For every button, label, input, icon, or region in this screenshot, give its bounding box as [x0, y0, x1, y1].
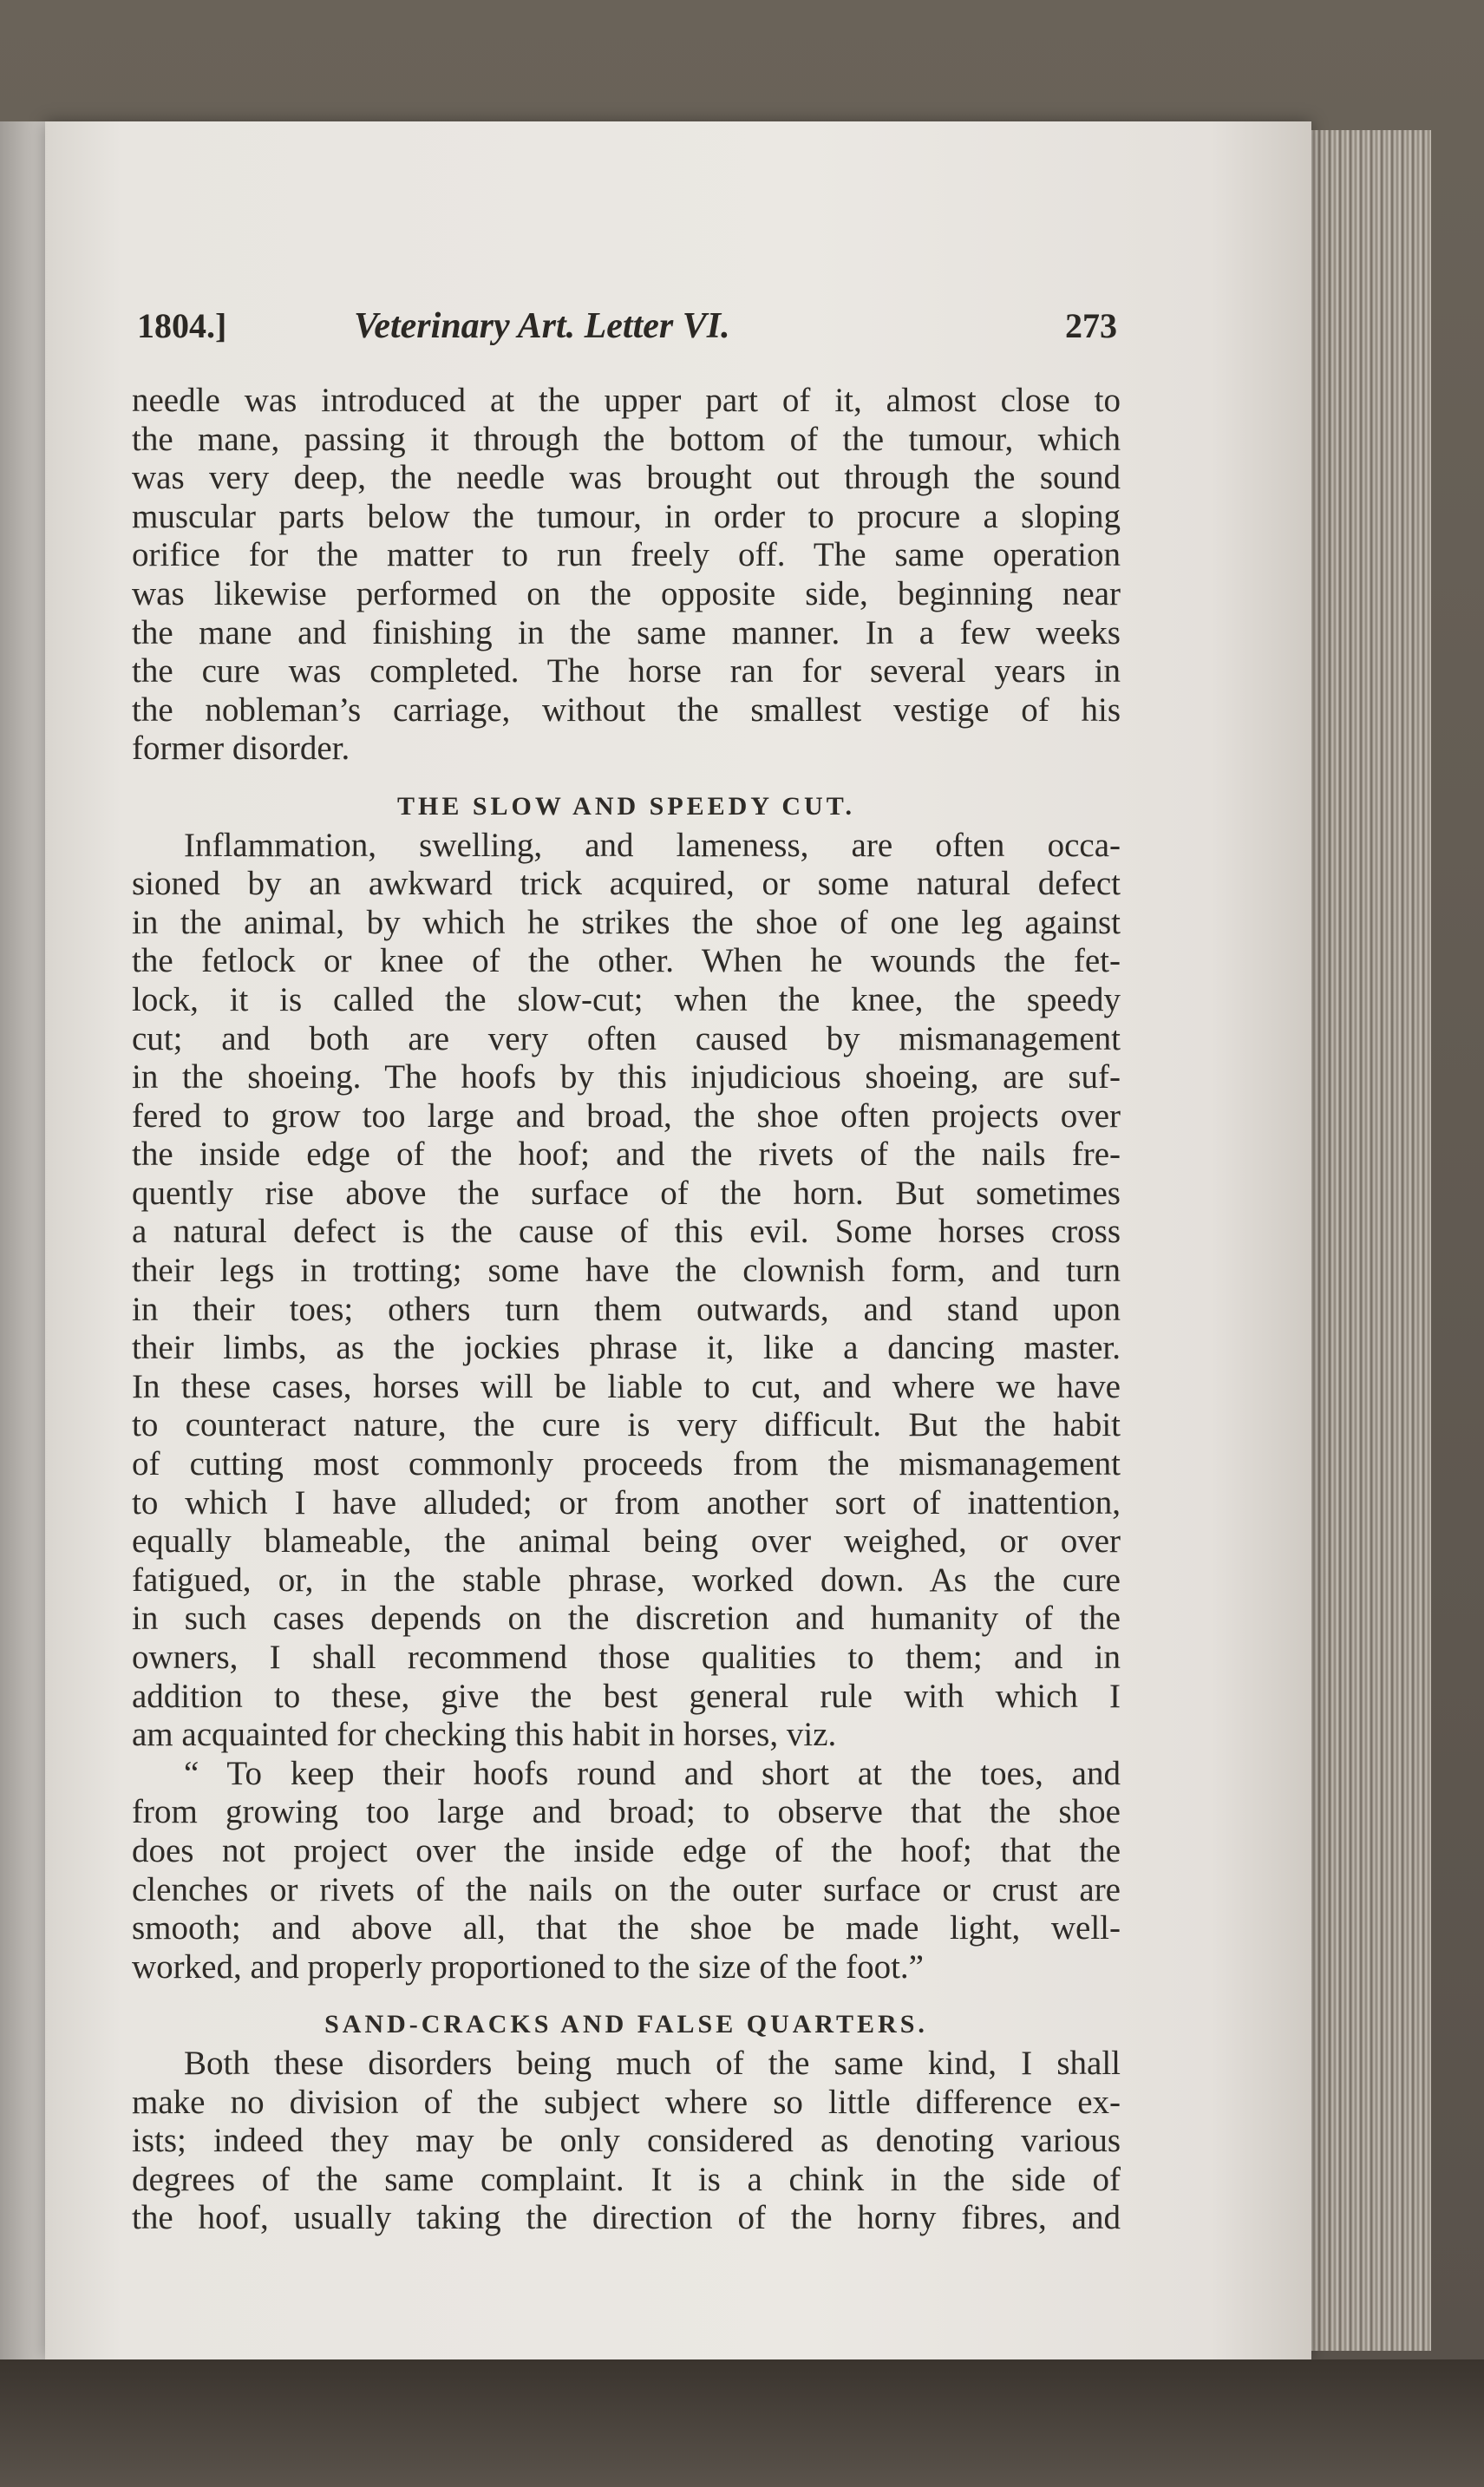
text-line: in the shoeing. The hoofs by this injudicious shoeing, are suf-: [132, 1058, 1121, 1096]
paragraph-4: [132, 2045, 1121, 2238]
text-line: ists; indeed they may be only considered as denoting various: [132, 2122, 1121, 2160]
text-line: from growing too large and broad; to observe that the shoe: [132, 1793, 1121, 1831]
text-line: Inflammation, swelling, and lameness, are often occa-: [184, 826, 1121, 864]
section-heading-slow-speedy-cut: THE SLOW AND SPEEDY CUT.: [396, 791, 856, 821]
paragraph-1: [132, 382, 1121, 769]
text-line: muscular parts below the tumour, in order to procure a sloping: [132, 497, 1121, 535]
text-line: to which I have alluded; or from another sort of inattention,: [132, 1483, 1121, 1522]
text-line: the mane and finishing in the same manner. In a few weeks: [132, 613, 1121, 651]
text-line: smooth; and above all, that the shoe be made light, well-: [132, 1909, 1121, 1947]
text-line: the nobleman’s carriage, without the smallest vestige of his: [132, 690, 1121, 729]
text-line: of cutting most commonly proceeds from the mismanagement: [132, 1445, 1121, 1483]
text-line: fatigued, or, in the stable phrase, worked down. As the cure: [132, 1561, 1121, 1599]
running-header: [137, 305, 1126, 347]
text-line: fered to grow too large and broad, the shoe often projects over: [132, 1096, 1121, 1135]
text-line: degrees of the same complaint. It is a chink in the side of: [132, 2160, 1121, 2198]
text-line: the hoof, usually taking the direction of the horny fibres, and: [132, 2199, 1121, 2237]
text-line: lock, it is called the slow-cut; when the knee, the speedy: [132, 980, 1121, 1018]
page-body: [132, 382, 1121, 2238]
text-line: needle was introduced at the upper part of it, almost close to: [132, 382, 1121, 419]
spacer: [132, 769, 1121, 788]
page-number: 273: [1065, 306, 1117, 345]
text-line: worked, and properly proportioned to the size of the foot.”: [132, 1947, 924, 1986]
text-line: Both these disorders being much of the same kind, I shall: [184, 2044, 1121, 2082]
text-line: in their toes; others turn them outwards, and stand upon: [132, 1290, 1121, 1328]
text-line: addition to these, give the best general rule with which I: [132, 1677, 1121, 1715]
header-title: Veterinary Art. Letter VI.: [354, 306, 730, 346]
text-line: in such cases depends on the discretion and humanity of the: [132, 1600, 1121, 1638]
text-line: was likewise performed on the opposite side, beginning near: [132, 574, 1121, 612]
header-year: 1804.]: [137, 306, 227, 345]
section-heading-sand-cracks: SAND-CRACKS AND FALSE QUARTERS.: [324, 2010, 928, 2039]
text-line: make no division of the subject where so little difference ex-: [132, 2083, 1121, 2121]
text-line: clenches or rivets of the nails on the outer surface or crust are: [132, 1870, 1121, 1908]
text-line: former disorder.: [132, 730, 350, 768]
text-line: was very deep, the needle was brought out through the sound: [132, 459, 1121, 497]
text-line: the inside edge of the hoof; and the rivets of the nails fre-: [132, 1136, 1121, 1174]
text-line: orifice for the matter to run freely off. The same operation: [132, 536, 1121, 574]
text-line: the fetlock or knee of the other. When he wounds the fet-: [132, 942, 1121, 980]
text-line: sioned by an awkward trick acquired, or some natural defect: [132, 865, 1121, 903]
book-fore-edge: [1301, 130, 1431, 2351]
text-line: In these cases, horses will be liable to cut, and where we have: [132, 1367, 1121, 1405]
facing-page-edge: [0, 121, 52, 2368]
text-line: in the animal, by which he strikes the shoe of one leg against: [132, 903, 1121, 941]
text-line: owners, I shall recommend those qualities to them; and in: [132, 1639, 1121, 1676]
text-line: does not project over the inside edge of the hoof; that the: [132, 1831, 1121, 1869]
text-line: “ To keep their hoofs round and short at the toes, and: [184, 1754, 1121, 1792]
text-line: their legs in trotting; some have the clownish form, and turn: [132, 1252, 1121, 1290]
paragraph-3-quotation: [132, 1755, 1121, 1987]
text-line: the cure was completed. The horse ran for several years in: [132, 652, 1121, 690]
text-line: to counteract nature, the cure is very difficult. But the habit: [132, 1406, 1121, 1444]
text-line: equally blameable, the animal being over weighed, or over: [132, 1522, 1121, 1561]
text-line: their limbs, as the jockies phrase it, like a dancing master.: [132, 1329, 1121, 1367]
text-line: am acquainted for checking this habit in horses, viz.: [132, 1716, 837, 1754]
text-line: a natural defect is the cause of this evil. Some horses cross: [132, 1213, 1121, 1251]
book-cover-bottom: [0, 2359, 1484, 2487]
text-line: cut; and both are very often caused by mismanagement: [132, 1019, 1121, 1057]
text-line: quently rise above the surface of the horn. But sometimes: [132, 1174, 1121, 1212]
paragraph-2: [132, 827, 1121, 1755]
text-line: the mane, passing it through the bottom of the tumour, which: [132, 420, 1121, 458]
spacer: [132, 1986, 1121, 2006]
